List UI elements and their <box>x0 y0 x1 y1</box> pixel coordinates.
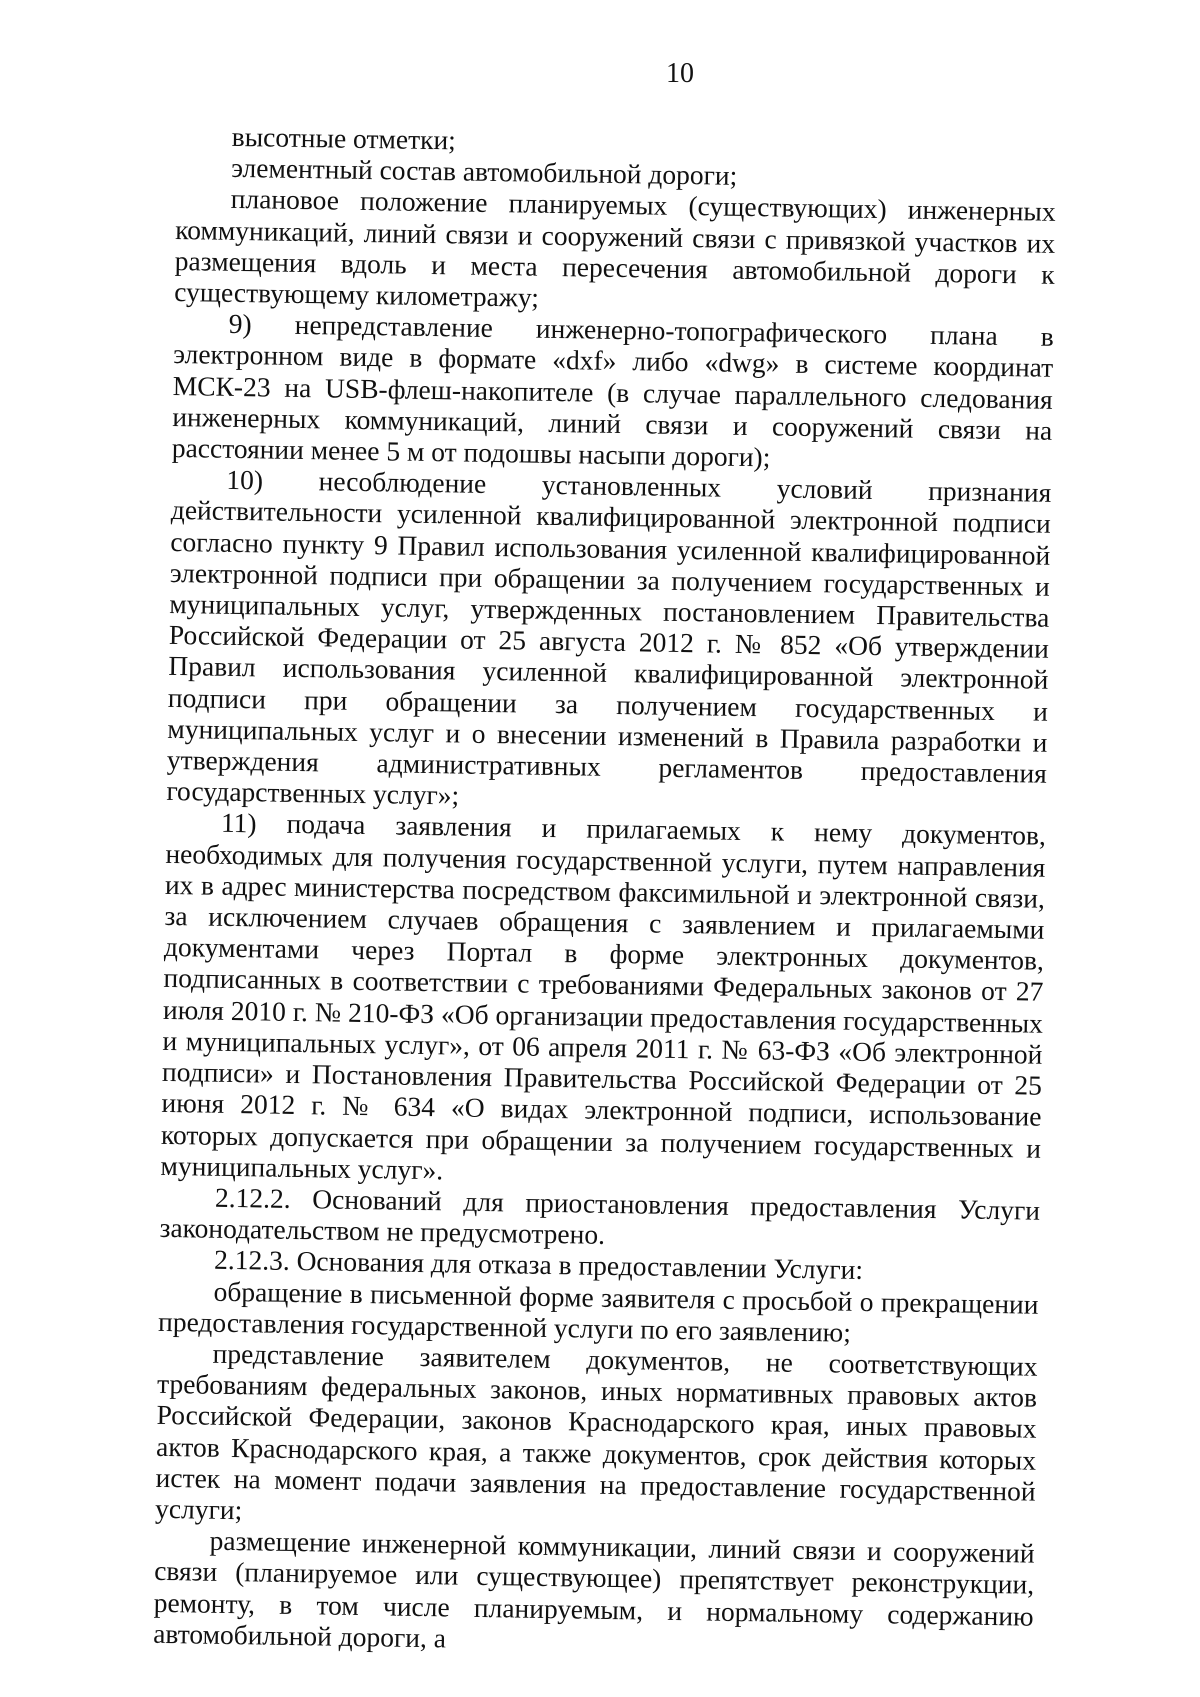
refusal-ground-written-request: обращение в письменной форме заявителя с просьбой о прекращении предоставления государственной услуги по его заявлению; <box>157 1275 1039 1348</box>
section-2-12-3-heading: 2.12.3. Основания для отказа в предоставлении Услуги: <box>213 1244 864 1286</box>
list-item-road-composition: элементный состав автомобильной дороги; <box>231 152 738 192</box>
page-number: 10 <box>666 58 694 89</box>
list-item-elevation-marks: высотные отметки; <box>231 120 457 156</box>
item-10-paragraph: 10) несоблюдение установленных условий признания действительности усиленной квалифицированной электронной подписи согласно пункту 9 Правил использования усиленной квалифицированной электронной подписи при обращении за получением государственных и муниципальных услуг, утвержденных постановлением Правительства Российской Федерации от 25 августа 2012 г. № 852 «Об утверждении Правил использования усиленной квалифицированной электронной подписи при обращении за получением государственных и муниципальных услуг и о внесении изменений в Правила разработки и утверждения административных регламентов предоставления государственных услуг»; <box>166 464 1052 811</box>
refusal-ground-nonconforming-documents: представление заявителем документов, не соответствующих требованиям федеральных законов, иных нормативных правовых актов Российской Федерации, законов Краснодарского края, иных правовых актов Краснодарского края, а также документов, срок действия которых истек на момент подачи заявления на предоставление государственной услуги; <box>154 1337 1038 1526</box>
section-2-12-2-paragraph: 2.12.2. Оснований для приостановления предоставления Услуги законодательством не предусмотрено. <box>159 1181 1041 1250</box>
document-body <box>153 120 1057 1663</box>
list-item-planned-position: плановое положение планируемых (существующих) инженерных коммуникаций, линий связи и сооружений связи с привязкой участков их размещения вдоль и места пересечения автомобильной дороги к существующему километражу; <box>174 183 1056 313</box>
item-11-paragraph: 11) подача заявления и прилагаемых к нему документов, необходимых для получения государственной услуги, путем направления их в адрес министерства посредством факсимильной и электронной связи, за исключением случаев обращения с заявлением и прилагаемыми документами через Портал в форме электронных документов, подписанных в соответствии с требованиями Федеральных законов от 27 июля 2010 г. № 210-ФЗ «Об организации предоставления государственных и муниципальных услуг», от 06 апреля 2011 г. № 63-ФЗ «Об электронной подписи» и Постановления Правительства Российской Федерации от 25 июня 2012 г. № 634 «О видах электронной подписи, использование которых допускается при обращении за получением государственных и муниципальных услуг». <box>160 807 1047 1186</box>
refusal-ground-placement-obstructs: размещение инженерной коммуникации, линий связи и сооружений связи (планируемое или существующее) препятствует реконструкции, ремонту, в том числе планируемым, и нормальному содержанию автомобильной дороги, а <box>152 1524 1035 1654</box>
item-9-paragraph: 9) непредставление инженерно-топографического плана в электронном виде в формате «dxf» либо «dwg» в системе координат МСК-23 на USB-флеш-накопителе (в случае параллельного следования инженерных коммуникаций, линий связи и сооружений связи на расстоянии менее 5 м от подошвы насыпи дороги); <box>171 308 1054 473</box>
